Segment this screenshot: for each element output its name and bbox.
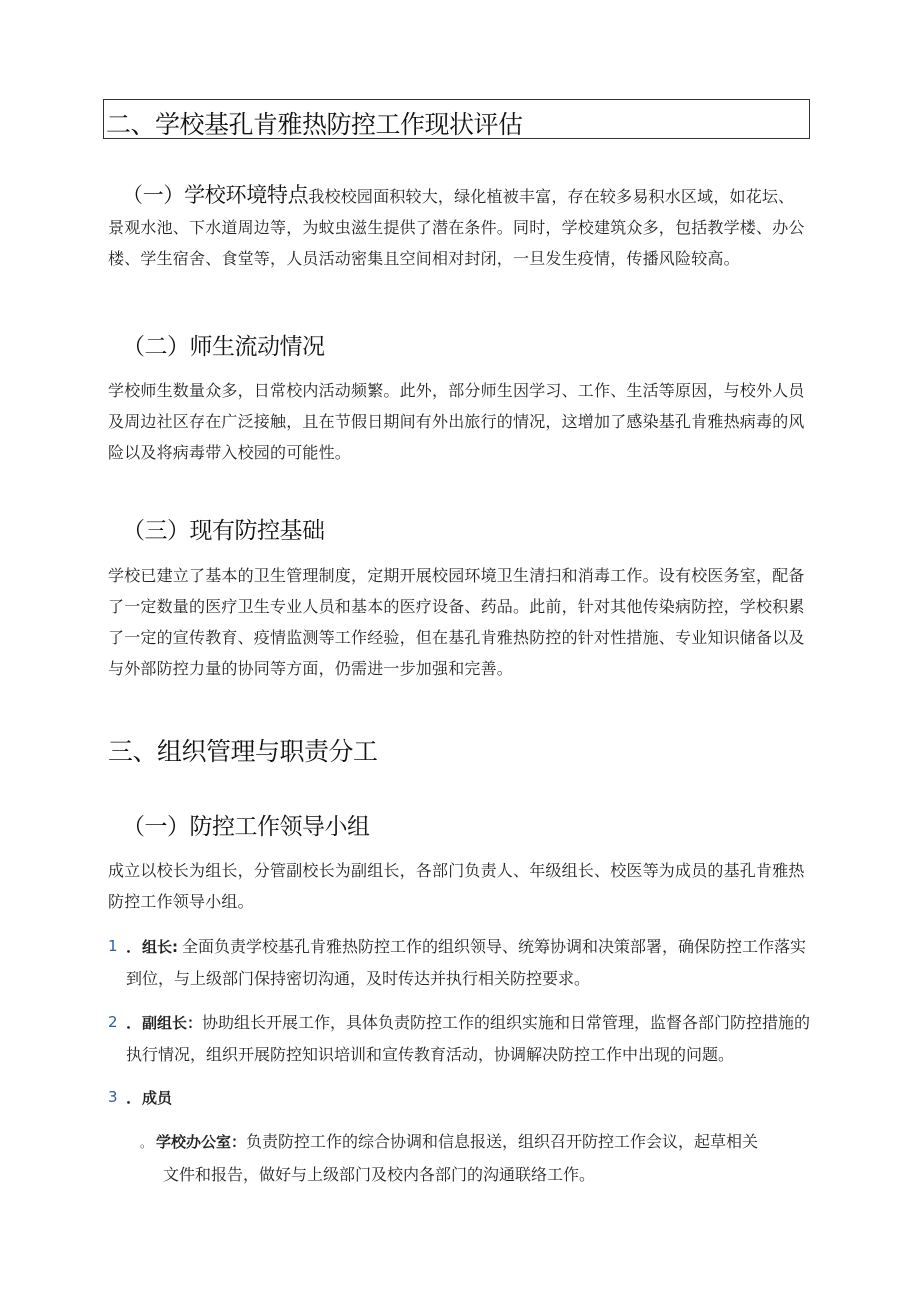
section-2-heading-box	[103, 99, 810, 139]
label-separator: :	[172, 938, 179, 956]
list-dot: ．	[126, 1013, 143, 1032]
leader-group-text: 成立以校长为组长，分管副校长为副组长，各部门负责人、年级组长、校医等为成员的基孔肯雅热防控工作领导小组。	[108, 861, 805, 911]
foundation-text: 学校已建立了基本的卫生管理制度，定期开展校园环境卫生清扫和消毒工作。设有校医务室，配备了一定数量的医疗卫生专业人员和基本的医疗设备、药品。此前，针对其他传染病防控，学校积累了一定的宣传教育、疫情监测等工作经验，但在基孔肯雅热防控的针对性措施、专业知识储备以及与外部防控力量的协同等方面，仍需进一步加强和完善。	[108, 566, 805, 678]
flow-heading: （二）师生流动情况	[122, 334, 325, 360]
group-leader-label: 组长	[142, 938, 173, 956]
list-number: 1	[108, 937, 118, 955]
deputy-leader-text: 协助组长开展工作，具体负责防控工作的组织实施和日常管理，监督各部门防控措施的执行情况，组织开展防控知识培训和宣传教育活动，协调解决防控工作中出现的问题。	[126, 1013, 811, 1064]
list-item-deputy-leader	[108, 1007, 818, 1070]
list-dot: ．	[126, 937, 143, 956]
school-office-text-line1: 负责防控工作的综合协调和信息报送，组织召开防控工作会议，起草相关	[246, 1132, 759, 1151]
leader-group-heading: （一）防控工作领导小组	[122, 814, 370, 840]
deputy-leader-label: 副组长	[142, 1014, 188, 1032]
flow-text: 学校师生数量众多，日常校内活动频繁。此外，部分师生因学习、工作、生活等原因，与校外人员及周边社区存在广泛接触，且在节假日期间有外出旅行的情况，这增加了感染基孔肯雅热病毒的风险以及将病毒带入校园的可能性。	[108, 381, 805, 462]
members-label: 成员	[142, 1089, 173, 1107]
label-separator: ：	[187, 1014, 203, 1032]
list-number: 3	[108, 1088, 118, 1106]
label-separator: ：	[231, 1133, 247, 1151]
list-item-group-leader	[108, 931, 818, 994]
member-school-office	[140, 1126, 810, 1190]
list-item-members	[108, 1082, 818, 1114]
bullet: 。	[140, 1136, 153, 1150]
list-number: 2	[108, 1013, 118, 1031]
foundation-heading: （三）现有防控基础	[122, 518, 325, 544]
section-2-heading: 二、学校基孔肯雅热防控工作现状评估	[106, 110, 523, 139]
school-environment-text: 我校校园面积较大，绿化植被丰富，存在较多易积水区域，如花坛、景观水池、下水道周边等，为蚊虫滋生提供了潜在条件。同时，学校建筑众多，包括教学楼、办公楼、学生宿舍、食堂等，人员活动密集且空间相对封闭，一旦发生疫情，传播风险较高。	[108, 187, 805, 268]
school-office-text-line2: 文件和报告，做好与上级部门及校内各部门的沟通联络工作。	[163, 1165, 596, 1184]
group-leader-text: 全面负责学校基孔肯雅热防控工作的组织领导、统筹协调和决策部署，确保防控工作落实到位，与上级部门保持密切沟通，及时传达并执行相关防控要求。	[126, 937, 807, 988]
list-dot: ．	[126, 1088, 143, 1107]
section-3-heading: 三、组织管理与职责分工	[108, 737, 378, 766]
school-environment-heading: （一）学校环境特点	[122, 183, 309, 207]
school-office-label: 学校办公室	[156, 1133, 232, 1151]
school-environment-paragraph	[108, 180, 808, 274]
